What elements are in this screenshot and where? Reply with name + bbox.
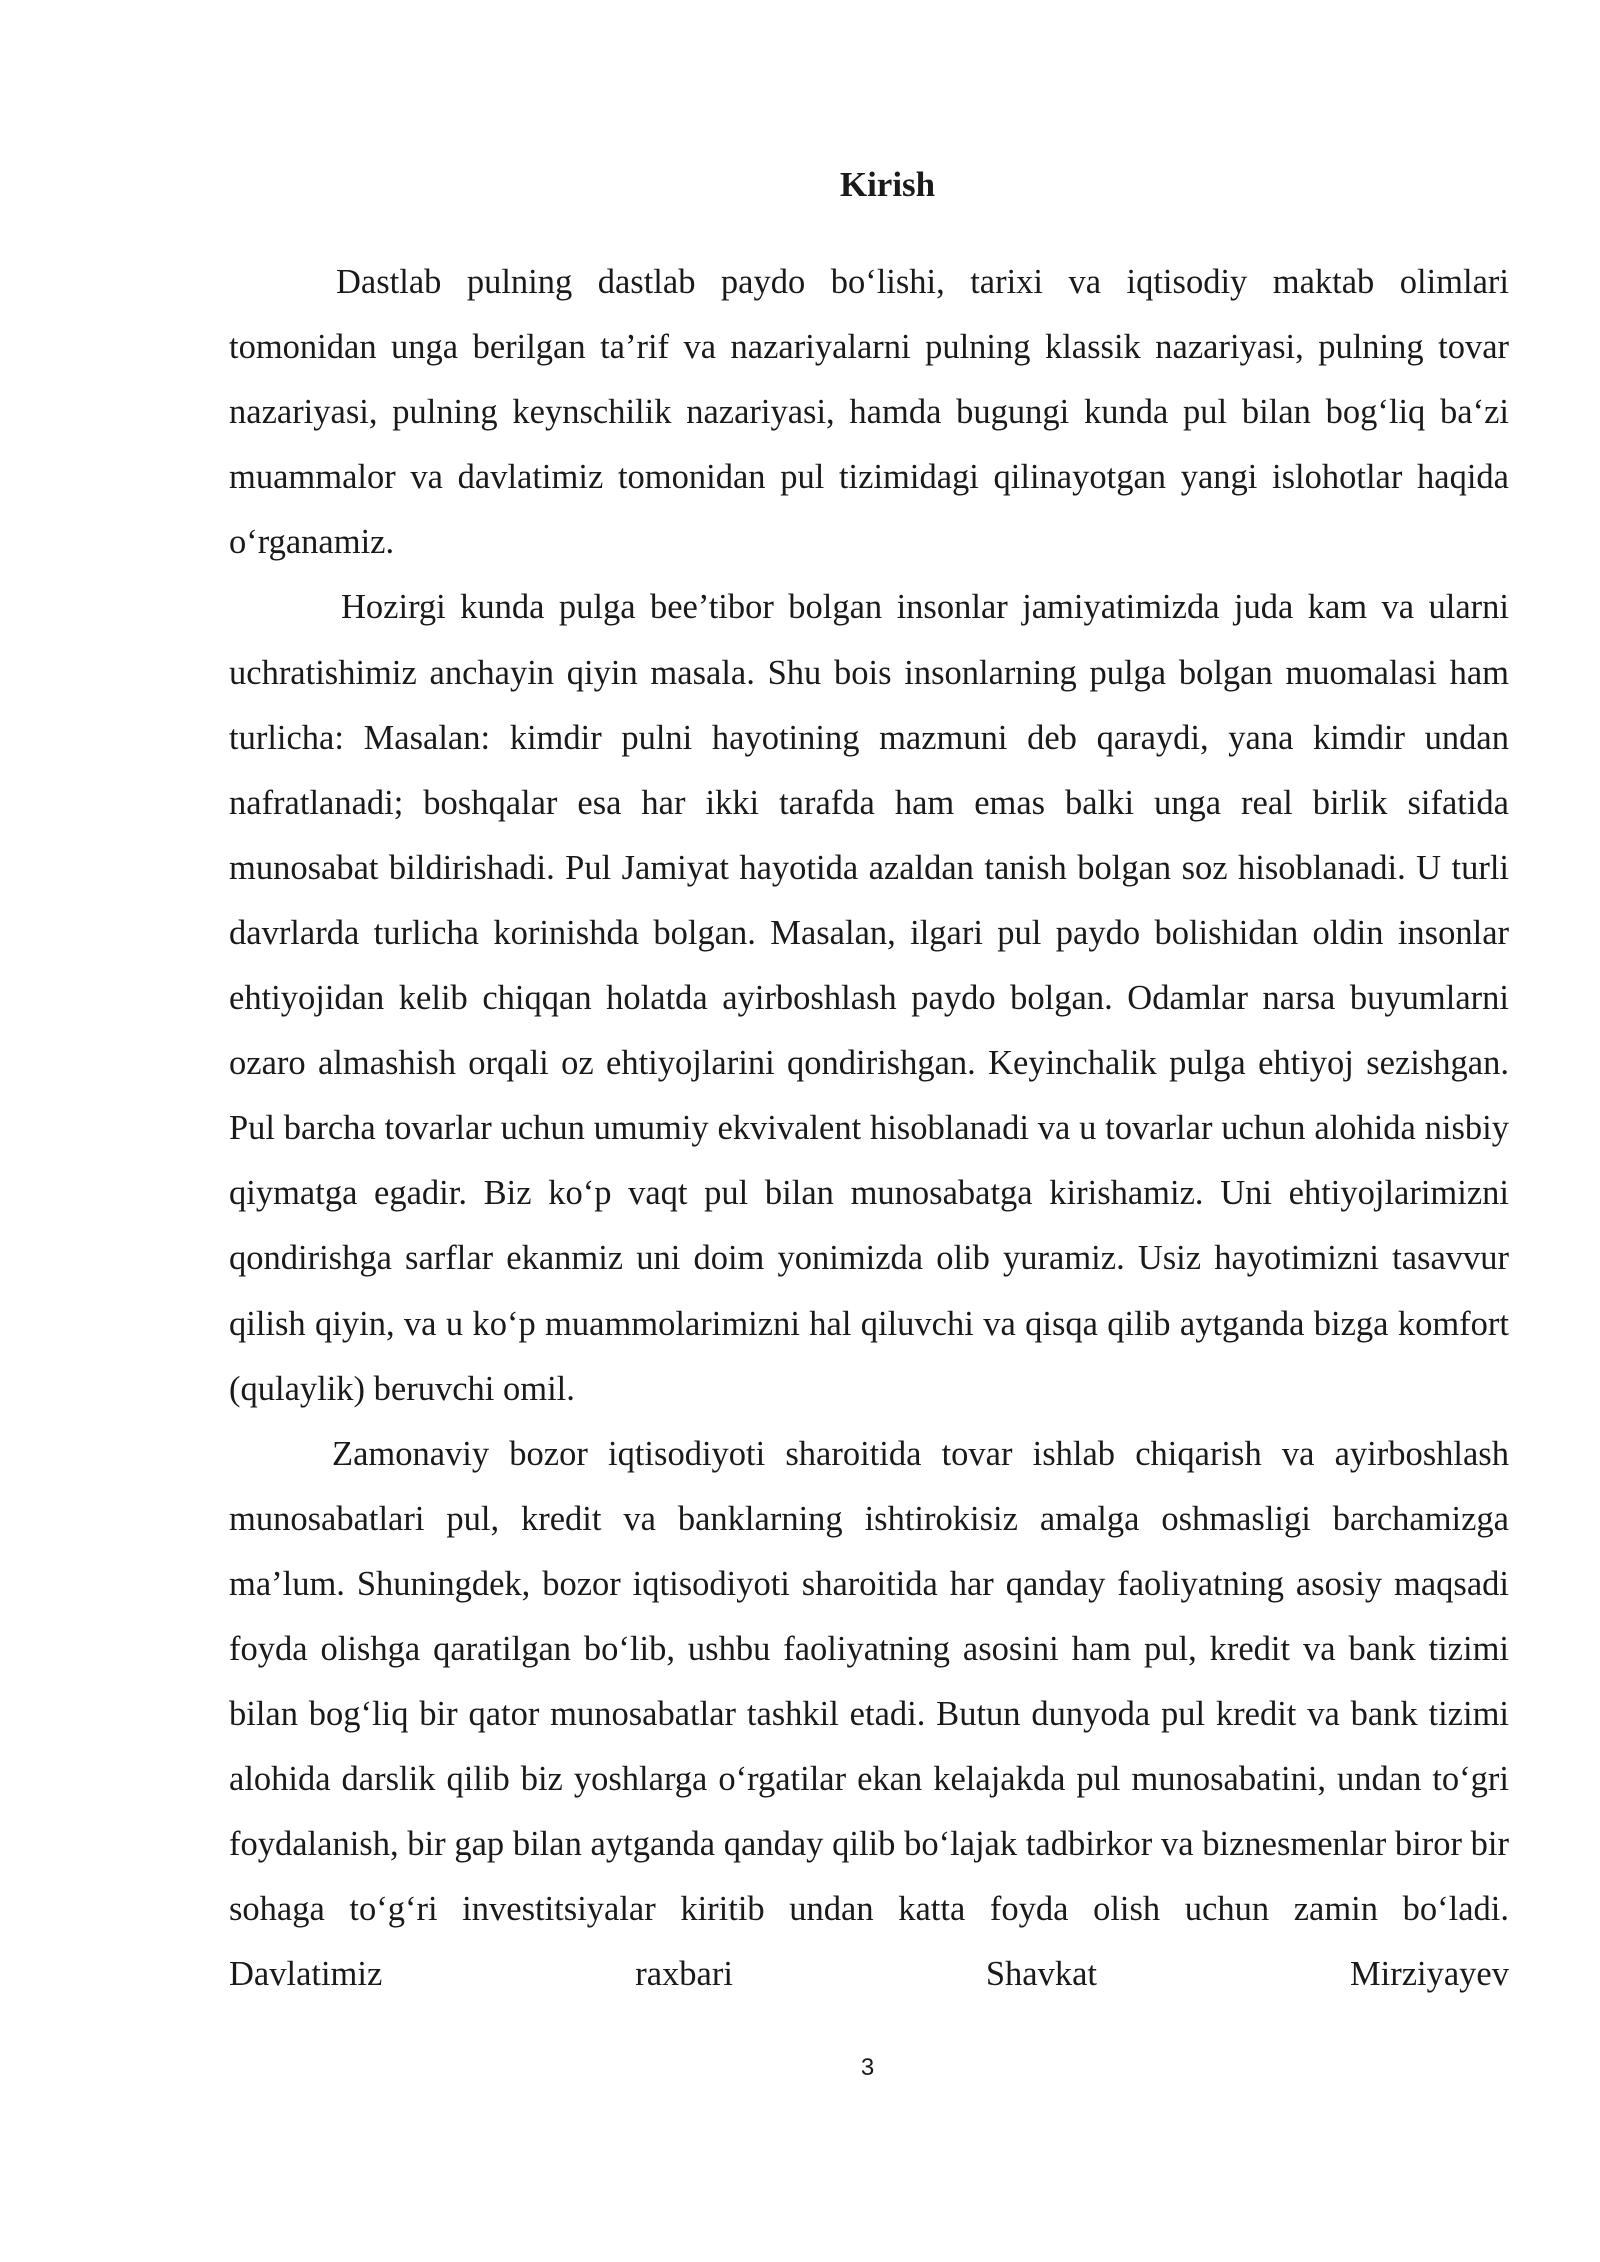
paragraph-money-attitudes: Hozirgi kunda pulga bee’tibor bolgan insonlar jamiyatimizda juda kam va ularni uchratishimiz anchayin qiyin masala. Shu bois insonlarning pulga bolgan muomalasi ham turlicha: Masalan: kimdir pulni hayotining mazmuni deb qaraydi, yana kimdir undan nafratlanadi; boshqalar esa har ikki tarafda ham emas balki unga real birlik sifatida munosabat bildirishadi. Pul Jamiyat hayotida azaldan tanish bolgan soz hisoblanadi. U turli davrlarda turlicha korinishda bolgan. Masalan, ilgari pul paydo bolishidan oldin insonlar ehtiyojidan kelib chiqqan holatda ayirboshlash paydo bolgan. Odamlar narsa buyumlarni ozaro almashish orqali oz ehtiyojlarini qondirishgan. Keyinchalik pulga ehtiyoj sezishgan. Pul barcha tovarlar uchun umumiy ekvivalent hisoblanadi va u tovarlar uchun alohida nisbiy qiymatga egadir. Biz ko‘p vaqt pul bilan munosabatga kirishamiz. Uni ehtiyojlarimizni qondirishga sarflar ekanmiz uni doim yonimizda olib yuramiz. Usiz hayotimizni tasavvur qilish qiyin, va u ko‘p muammolarimizni hal qiluvchi va qisqa qilib aytganda bizga komfort (qulaylik) beruvchi omil. <box>229 588 1509 1408</box>
page-number: 3 <box>860 2054 875 2081</box>
paragraph-intro: Dastlab pulning dastlab paydo bo‘lishi, tarixi va iqtisodiy maktab olimlari tomonidan unga berilgan ta’rif va nazariyalarni pulning klassik nazariyasi, pulning tovar nazariyasi, pulning keynschilik nazariyasi, hamda bugungi kunda pul bilan bog‘liq ba‘zi muammalor va davlatimiz tomonidan pul tizimidagi qilinayotgan yangi islohotlar haqida o‘rganamiz. <box>229 263 1509 562</box>
body-text <box>229 250 1509 2008</box>
paragraph-market-economy: Zamonaviy bozor iqtisodiyoti sharoitida tovar ishlab chiqarish va ayirboshlash munosabatlari pul, kredit va banklarning ishtirokisiz amalga oshmasligi barchamizga ma’lum. Shuningdek, bozor iqtisodiyoti sharoitida har qanday faoliyatning asosiy maqsadi foyda olishga qaratilgan bo‘lib, ushbu faoliyatning asosini ham pul, kredit va bank tizimi bilan bog‘liq bir qator munosabatlar tashkil etadi. Butun dunyoda pul kredit va bank tizimi alohida darslik qilib biz yoshlarga o‘rgatilar ekan kelajakda pul munosabatini, undan to‘gri foydalanish, bir gap bilan aytganda qanday qilib bo‘lajak tadbirkor va biznesmenlar biror bir sohaga to‘g‘ri investitsiyalar kiritib undan katta foyda olish uchun zamin bo‘ladi. Davlatimiz raxbari Shavkat Mirziyayev <box>229 1434 1509 1994</box>
section-heading: Kirish <box>839 165 936 204</box>
